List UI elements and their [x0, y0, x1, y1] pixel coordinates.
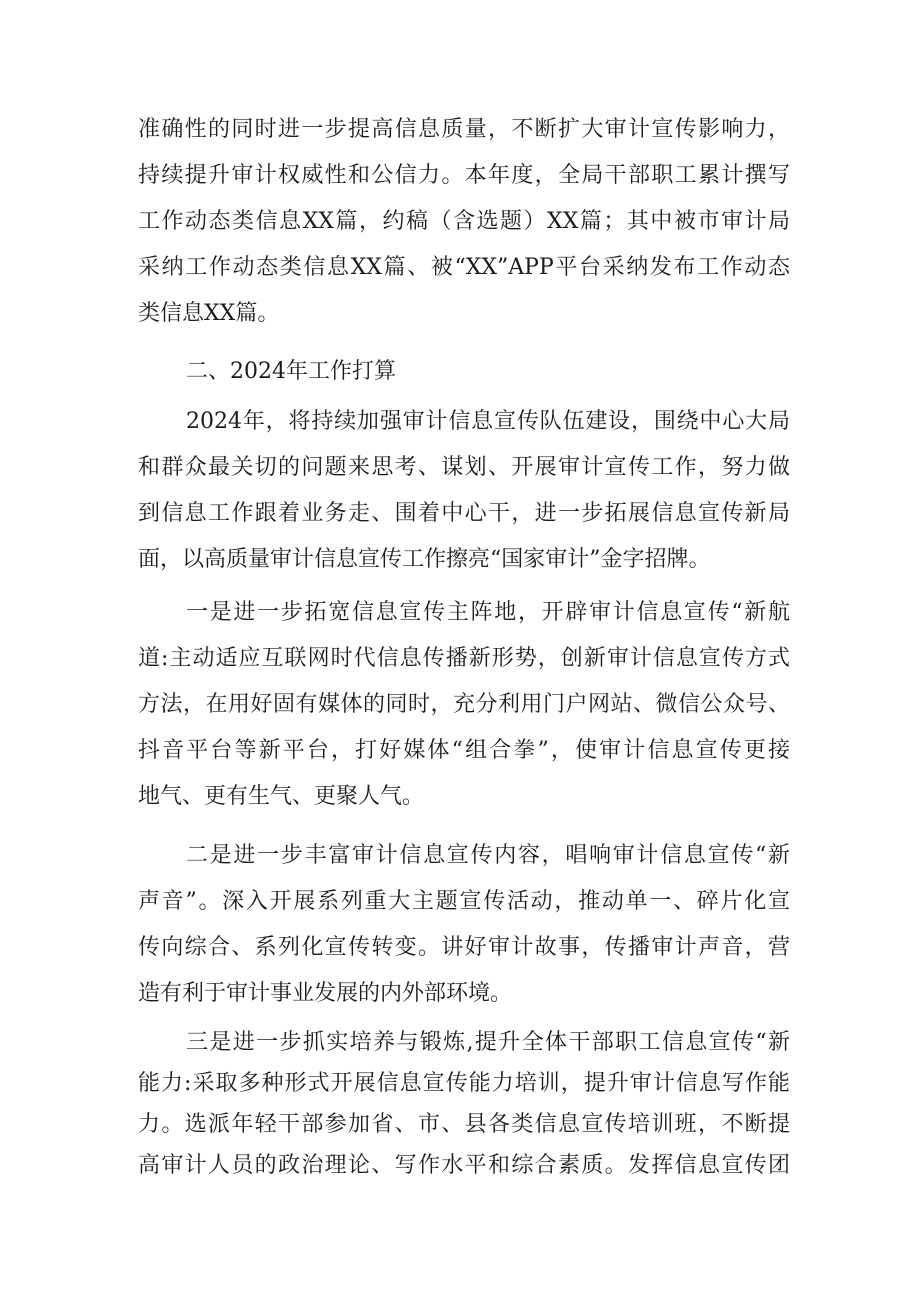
- text-line: 一是进一步拓宽信息宣传主阵地，开辟审计信息宣传“新航: [186, 600, 790, 625]
- text-line: 采纳工作动态类信息XX篇、被“XX”APP平台采纳发布工作动态: [138, 255, 790, 280]
- text-line: 类信息XX篇。: [138, 301, 280, 326]
- paragraph-intro: [138, 107, 790, 337]
- text-line: 和群众最关切的问题来思考、谋划、开展审计宣传工作，努力做: [138, 455, 790, 480]
- text-line: 2024年，将持续加强审计信息宣传队伍建设，围绕中心大局: [186, 409, 790, 434]
- text-line: 高审计人员的政治理论、写作水平和综合素质。发挥信息宣传团: [138, 1153, 790, 1178]
- text-line: 三是进一步抓实培养与锻炼,提升全体干部职工信息宣传“新: [186, 1030, 790, 1055]
- paragraph-plan: [138, 399, 790, 583]
- section-heading: [138, 349, 790, 395]
- text-line: 地气、更有生气、更聚人气。: [138, 784, 425, 809]
- text-line: 抖音平台等新平台，打好媒体“组合拳”，使审计信息宣传更接: [138, 738, 790, 763]
- text-line: 工作动态类信息XX篇，约稿（含选题）XX篇；其中被市审计局: [138, 209, 790, 234]
- text-line: 面，以高质量审计信息宣传工作擦亮“国家审计”金字招牌。: [138, 547, 711, 572]
- text-line: 造有利于审计事业发展的内外部环境。: [138, 981, 513, 1006]
- text-line: 道:主动适应互联网时代信息传播新形势，创新审计信息宣传方式: [138, 646, 790, 671]
- text-line: 方法，在用好固有媒体的同时，充分利用门户网站、微信公众号、: [138, 692, 790, 717]
- paragraph-item-three: [138, 1022, 790, 1186]
- text-line: 持续提升审计权威性和公信力。本年度，全局干部职工累计撰写: [138, 163, 790, 188]
- paragraph-item-two: [138, 833, 790, 1017]
- text-line: 传向综合、系列化宣传转变。讲好审计故事，传播审计声音，营: [138, 935, 790, 960]
- text-line: 准确性的同时进一步提高信息质量，不断扩大审计宣传影响力，: [138, 117, 790, 142]
- text-line: 二是进一步丰富审计信息宣传内容，唱响审计信息宣传“新: [186, 843, 790, 868]
- section-heading-text: 二、2024年工作打算: [186, 359, 396, 384]
- paragraph-item-one: [138, 590, 790, 820]
- text-line: 力。选派年轻干部参加省、市、县各类信息宣传培训班，不断提: [138, 1112, 790, 1137]
- text-line: 能力:采取多种形式开展信息宣传能力培训，提升审计信息写作能: [138, 1071, 790, 1096]
- text-line: 到信息工作跟着业务走、围着中心干，进一步拓展信息宣传新局: [138, 501, 790, 526]
- text-line: 声音”。深入开展系列重大主题宣传活动，推动单一、碎片化宣: [138, 889, 790, 914]
